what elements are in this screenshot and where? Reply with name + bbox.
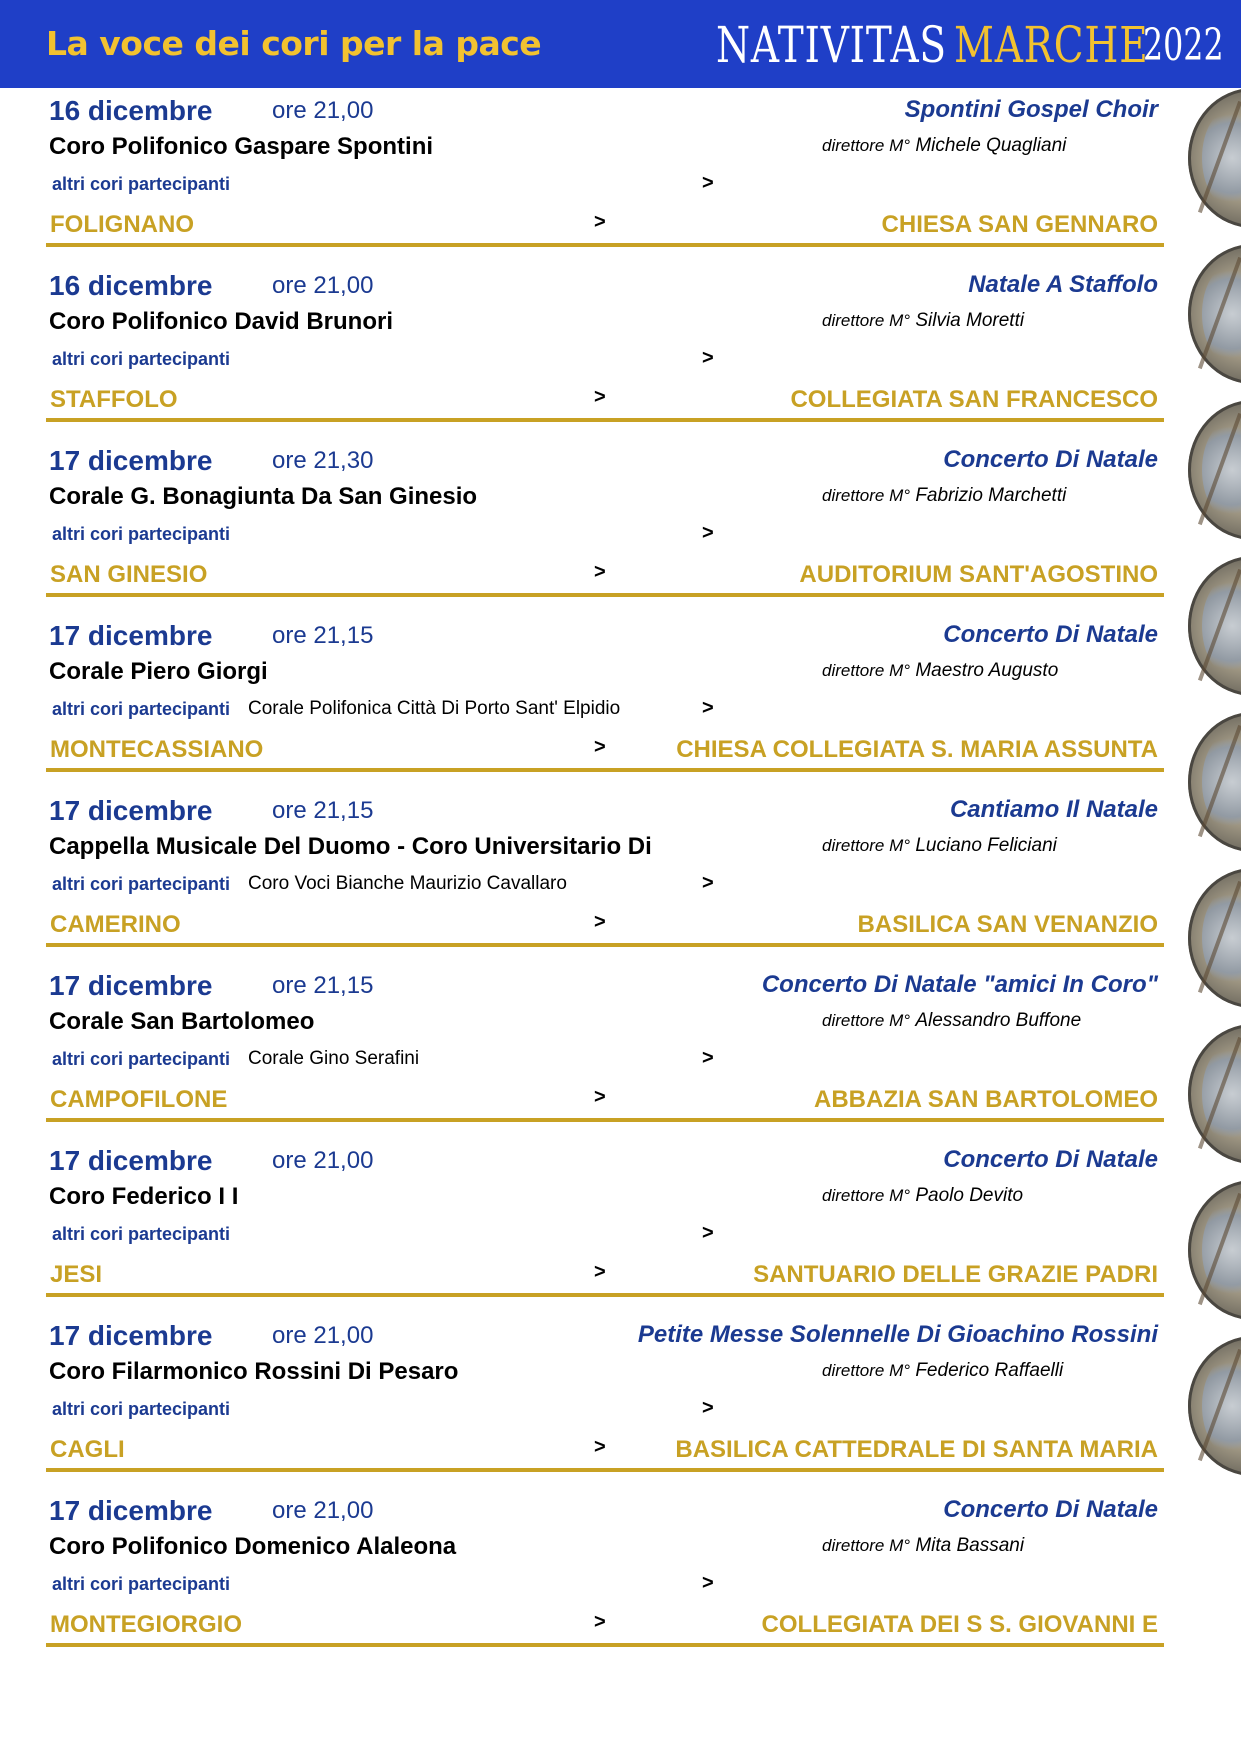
event-title: Cantiamo Il Natale bbox=[949, 796, 1158, 823]
event-venue: SANTUARIO DELLE GRAZIE PADRI bbox=[753, 1261, 1158, 1288]
stained-glass-image bbox=[1188, 400, 1241, 540]
event-entry bbox=[46, 788, 1166, 963]
other-choirs-label: altri cori partecipanti bbox=[52, 1049, 231, 1069]
header-banner bbox=[0, 0, 1241, 88]
event-venue: BASILICA SAN VENANZIO bbox=[857, 911, 1158, 938]
other-choirs-label: altri cori partecipanti bbox=[52, 699, 231, 719]
arrow-marker: > bbox=[702, 522, 714, 544]
event-time: ore 21,30 bbox=[272, 447, 374, 474]
arrow-marker: > bbox=[594, 1611, 606, 1633]
director-label: direttore M° bbox=[822, 1361, 911, 1380]
event-choir: Coro Polifonico David Brunori bbox=[49, 308, 394, 335]
event-choir: Coro Polifonico Domenico Alaleona bbox=[49, 1533, 457, 1560]
event-director bbox=[822, 835, 1057, 857]
other-choirs-label: altri cori partecipanti bbox=[52, 349, 231, 369]
event-date: 16 dicembre bbox=[49, 270, 213, 301]
other-choirs-value: Corale Gino Serafini bbox=[248, 1048, 420, 1069]
director-name: Federico Raffaelli bbox=[915, 1360, 1064, 1381]
event-list bbox=[46, 88, 1166, 1663]
event-title: Spontini Gospel Choir bbox=[904, 96, 1158, 123]
event-venue: AUDITORIUM SANT'AGOSTINO bbox=[799, 561, 1158, 588]
arrow-marker: > bbox=[594, 561, 606, 583]
director-name: Luciano Feliciani bbox=[915, 835, 1057, 856]
divider-rule bbox=[46, 1118, 1164, 1122]
event-director bbox=[822, 660, 1058, 682]
event-entry bbox=[46, 438, 1166, 613]
event-entry bbox=[46, 1488, 1166, 1663]
event-title: Concerto Di Natale bbox=[943, 446, 1158, 473]
director-name: Michele Quagliani bbox=[915, 135, 1067, 156]
event-time: ore 21,00 bbox=[272, 97, 374, 124]
stained-glass-image bbox=[1188, 868, 1241, 1008]
event-choir: Corale Piero Giorgi bbox=[49, 658, 268, 685]
event-date: 17 dicembre bbox=[49, 795, 213, 826]
event-director bbox=[822, 1185, 1023, 1207]
arrow-marker: > bbox=[594, 1436, 606, 1458]
divider-rule bbox=[46, 943, 1164, 947]
event-choir: Cappella Musicale Del Duomo - Coro Universitario Di bbox=[49, 833, 652, 860]
director-label: direttore M° bbox=[822, 311, 911, 330]
arrow-marker: > bbox=[702, 1397, 714, 1419]
stained-glass-image bbox=[1188, 712, 1241, 852]
event-entry bbox=[46, 963, 1166, 1138]
event-director bbox=[822, 1535, 1024, 1557]
event-town: CAMERINO bbox=[50, 911, 181, 938]
event-venue: CHIESA SAN GENNARO bbox=[881, 211, 1158, 238]
stained-glass-image bbox=[1188, 88, 1241, 228]
event-title: Concerto Di Natale bbox=[943, 1146, 1158, 1173]
arrow-marker: > bbox=[702, 172, 714, 194]
event-choir: Corale San Bartolomeo bbox=[49, 1008, 315, 1035]
director-label: direttore M° bbox=[822, 836, 911, 855]
arrow-marker: > bbox=[702, 347, 714, 369]
header-tagline: La voce dei cori per la pace bbox=[46, 24, 542, 63]
event-choir: Coro Polifonico Gaspare Spontini bbox=[49, 133, 434, 160]
logo-marche: MARCHE bbox=[954, 16, 1149, 74]
event-title: Concerto Di Natale bbox=[943, 1496, 1158, 1523]
event-time: ore 21,00 bbox=[272, 1322, 374, 1349]
event-venue: COLLEGIATA SAN FRANCESCO bbox=[790, 386, 1158, 413]
event-title: Concerto Di Natale "amici In Coro" bbox=[761, 971, 1158, 998]
divider-rule bbox=[46, 1468, 1164, 1472]
event-entry bbox=[46, 1313, 1166, 1488]
logo-nativitas: NATIVITAS bbox=[716, 16, 947, 74]
event-director bbox=[822, 135, 1066, 157]
event-town: CAGLI bbox=[50, 1436, 125, 1463]
event-time: ore 21,15 bbox=[272, 972, 374, 999]
event-entry bbox=[46, 613, 1166, 788]
event-town: SAN GINESIO bbox=[50, 561, 208, 588]
director-label: direttore M° bbox=[822, 1011, 911, 1030]
other-choirs-label: altri cori partecipanti bbox=[52, 874, 231, 894]
event-time: ore 21,15 bbox=[272, 797, 374, 824]
event-venue: COLLEGIATA DEI S S. GIOVANNI E bbox=[761, 1611, 1158, 1638]
event-director bbox=[822, 1010, 1081, 1032]
arrow-marker: > bbox=[594, 1086, 606, 1108]
director-label: direttore M° bbox=[822, 661, 911, 680]
event-date: 16 dicembre bbox=[49, 95, 213, 126]
event-time: ore 21,00 bbox=[272, 1497, 374, 1524]
director-label: direttore M° bbox=[822, 1186, 911, 1205]
event-town: STAFFOLO bbox=[50, 386, 178, 413]
stained-glass-image bbox=[1188, 556, 1241, 696]
event-time: ore 21,00 bbox=[272, 1147, 374, 1174]
event-choir: Corale G. Bonagiunta Da San Ginesio bbox=[49, 483, 478, 510]
event-town: CAMPOFILONE bbox=[50, 1086, 228, 1113]
divider-rule bbox=[46, 1643, 1164, 1647]
event-choir: Coro Filarmonico Rossini Di Pesaro bbox=[49, 1358, 459, 1385]
other-choirs-value: Corale Polifonica Città Di Porto Sant' Elpidio bbox=[248, 698, 621, 719]
other-choirs-label: altri cori partecipanti bbox=[52, 1399, 231, 1419]
other-choirs-label: altri cori partecipanti bbox=[52, 1224, 231, 1244]
arrow-marker: > bbox=[702, 1222, 714, 1244]
arrow-marker: > bbox=[702, 697, 714, 719]
nativitas-marche-logo bbox=[716, 10, 1225, 80]
director-name: Alessandro Buffone bbox=[915, 1010, 1082, 1031]
event-date: 17 dicembre bbox=[49, 445, 213, 476]
event-title: Concerto Di Natale bbox=[943, 621, 1158, 648]
arrow-marker: > bbox=[594, 736, 606, 758]
event-entry bbox=[46, 1138, 1166, 1313]
event-date: 17 dicembre bbox=[49, 970, 213, 1001]
event-choir: Coro Federico I I bbox=[49, 1183, 239, 1210]
event-venue: BASILICA CATTEDRALE DI SANTA MARIA bbox=[675, 1436, 1158, 1463]
other-choirs-value: Coro Voci Bianche Maurizio Cavallaro bbox=[248, 873, 567, 894]
logo-year: 2022 bbox=[1143, 19, 1225, 71]
event-date: 17 dicembre bbox=[49, 1320, 213, 1351]
other-choirs-label: altri cori partecipanti bbox=[52, 174, 231, 194]
event-town: MONTEGIORGIO bbox=[50, 1611, 242, 1638]
director-name: Paolo Devito bbox=[915, 1185, 1024, 1206]
event-venue: ABBAZIA SAN BARTOLOMEO bbox=[814, 1086, 1158, 1113]
director-label: direttore M° bbox=[822, 136, 911, 155]
event-time: ore 21,15 bbox=[272, 622, 374, 649]
divider-rule bbox=[46, 243, 1164, 247]
stained-glass-image bbox=[1188, 244, 1241, 384]
event-date: 17 dicembre bbox=[49, 1145, 213, 1176]
director-name: Fabrizio Marchetti bbox=[915, 485, 1067, 506]
director-name: Mita Bassani bbox=[915, 1535, 1025, 1556]
event-time: ore 21,00 bbox=[272, 272, 374, 299]
stained-glass-image bbox=[1188, 1180, 1241, 1320]
arrow-marker: > bbox=[594, 211, 606, 233]
event-town: JESI bbox=[50, 1261, 103, 1288]
arrow-marker: > bbox=[702, 872, 714, 894]
director-label: direttore M° bbox=[822, 1536, 911, 1555]
decorative-stained-glass-strip bbox=[1186, 88, 1241, 1648]
arrow-marker: > bbox=[702, 1572, 714, 1594]
arrow-marker: > bbox=[594, 386, 606, 408]
event-director bbox=[822, 485, 1066, 507]
other-choirs-label: altri cori partecipanti bbox=[52, 524, 231, 544]
event-director bbox=[822, 1360, 1063, 1382]
arrow-marker: > bbox=[594, 1261, 606, 1283]
divider-rule bbox=[46, 418, 1164, 422]
divider-rule bbox=[46, 1293, 1164, 1297]
event-entry bbox=[46, 263, 1166, 438]
event-director bbox=[822, 310, 1024, 332]
event-date: 17 dicembre bbox=[49, 1495, 213, 1526]
arrow-marker: > bbox=[702, 1047, 714, 1069]
director-name: Silvia Moretti bbox=[915, 310, 1025, 331]
event-entry bbox=[46, 88, 1166, 263]
event-title: Natale A Staffolo bbox=[968, 271, 1158, 298]
director-label: direttore M° bbox=[822, 486, 911, 505]
stained-glass-image bbox=[1188, 1024, 1241, 1164]
stained-glass-image bbox=[1188, 1336, 1241, 1476]
director-name: Maestro Augusto bbox=[915, 660, 1059, 681]
event-town: FOLIGNANO bbox=[50, 211, 194, 238]
other-choirs-label: altri cori partecipanti bbox=[52, 1574, 231, 1594]
event-date: 17 dicembre bbox=[49, 620, 213, 651]
divider-rule bbox=[46, 768, 1164, 772]
arrow-marker: > bbox=[594, 911, 606, 933]
event-venue: CHIESA COLLEGIATA S. MARIA ASSUNTA bbox=[676, 736, 1158, 763]
event-title: Petite Messe Solennelle Di Gioachino Rossini bbox=[637, 1321, 1158, 1348]
divider-rule bbox=[46, 593, 1164, 597]
event-town: MONTECASSIANO bbox=[50, 736, 264, 763]
